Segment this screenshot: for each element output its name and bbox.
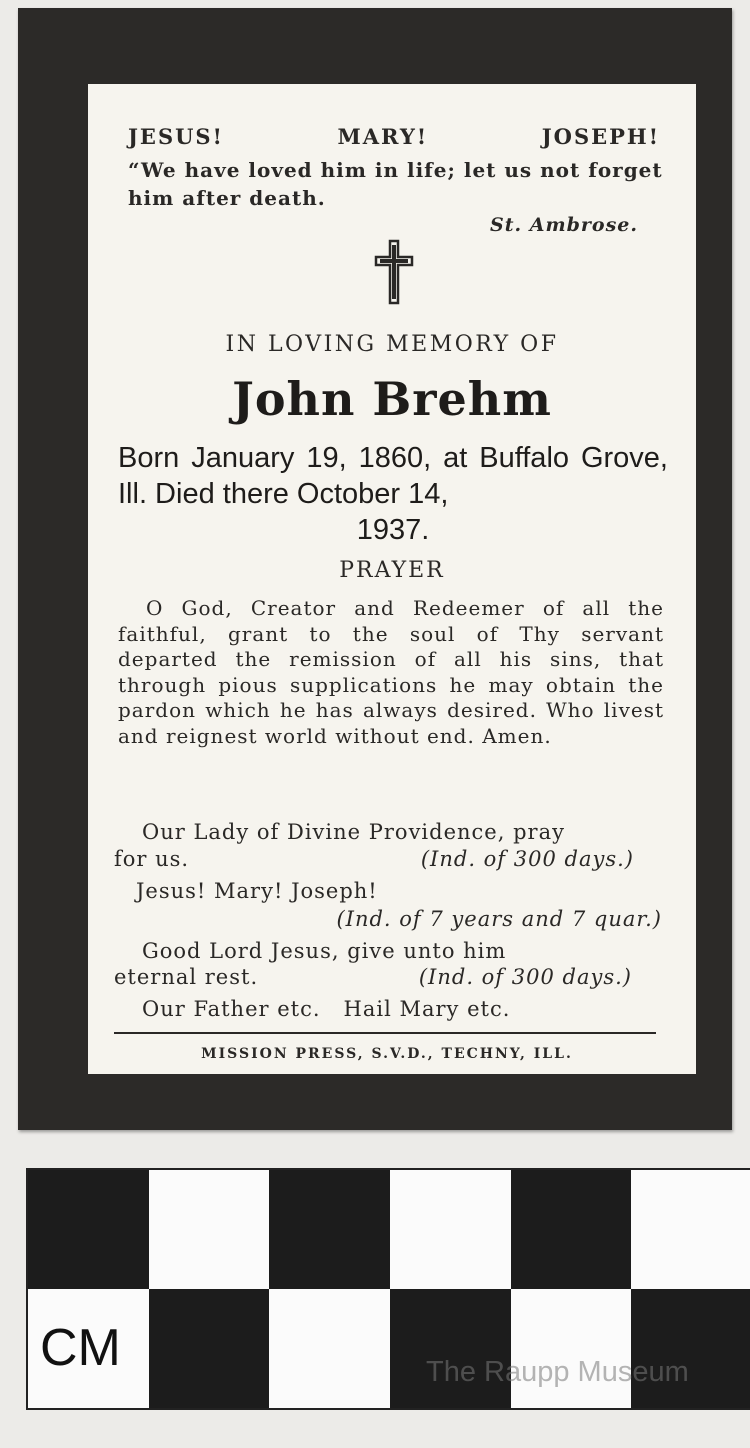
header-name-mary: MARY! <box>337 124 429 149</box>
scale-square <box>631 1289 750 1408</box>
birth-death-info <box>118 440 668 548</box>
scale-square <box>390 1170 511 1289</box>
death-year: 1937. <box>356 514 430 546</box>
invocation-lord-jesus: Good Lord Jesus, give unto him <box>142 939 507 963</box>
scale-square <box>269 1289 390 1408</box>
header-name-jesus: JESUS! <box>128 124 224 149</box>
invocation-lady: Our Lady of Divine Providence, pray <box>142 820 565 844</box>
indulgence-holy-family: (Ind. of 7 years and 7 quar.) <box>336 907 662 931</box>
invocation-lord-jesus-cont <box>114 964 632 991</box>
card-inner-panel <box>88 84 696 1074</box>
header-name-joseph: JOSEPH! <box>541 124 660 149</box>
scale-square <box>511 1289 632 1408</box>
invocation-lady-cont <box>114 846 634 873</box>
museum-watermark: The Raupp Museum <box>426 1356 689 1388</box>
scale-square <box>511 1170 632 1289</box>
scale-square <box>631 1170 750 1289</box>
scale-square <box>149 1289 270 1408</box>
deceased-name: John Brehm <box>232 372 552 426</box>
scale-square <box>149 1170 270 1289</box>
invocation-lady-end: for us. <box>114 847 190 871</box>
scale-square <box>269 1170 390 1289</box>
closing-prayers: Our Father etc. Hail Mary etc. <box>142 997 511 1021</box>
invocation-holy-family: Jesus! Mary! Joseph! <box>136 879 378 903</box>
header-names <box>128 124 660 149</box>
footer-divider <box>114 1032 656 1034</box>
birth-death-line: Born January 19, 1860, at Buffalo Grove, Ill. Died there October 14, <box>118 442 668 510</box>
quote-text: “We have loved him in life; let us not forget him after death. <box>128 158 663 210</box>
scale-unit-label: CM <box>40 1319 121 1377</box>
invocation-lord-jesus-end: eternal rest. <box>114 965 259 989</box>
scale-square <box>390 1289 511 1408</box>
indulgence-lady: (Ind. of 300 days.) <box>420 847 634 871</box>
memorial-heading: IN LOVING MEMORY OF <box>225 332 559 357</box>
printer-footer: MISSION PRESS, S.V.D., TECHNY, ILL. <box>201 1046 573 1062</box>
indulgence-lord-jesus: (Ind. of 300 days.) <box>418 965 632 989</box>
prayer-heading: PRAYER <box>339 558 445 583</box>
prayer-text: O God, Creator and Redeemer of all the faithful, grant to the soul of Thy servant departed the remission of all his sins, that through pious supplications he may obtain the pardon which he has always desired. Who livest and reignest world without end. Amen. <box>118 596 664 748</box>
quote-author: St. Ambrose. <box>490 214 638 236</box>
scale-square <box>28 1170 149 1289</box>
cross-icon <box>374 239 414 305</box>
memorial-card <box>18 8 732 1130</box>
